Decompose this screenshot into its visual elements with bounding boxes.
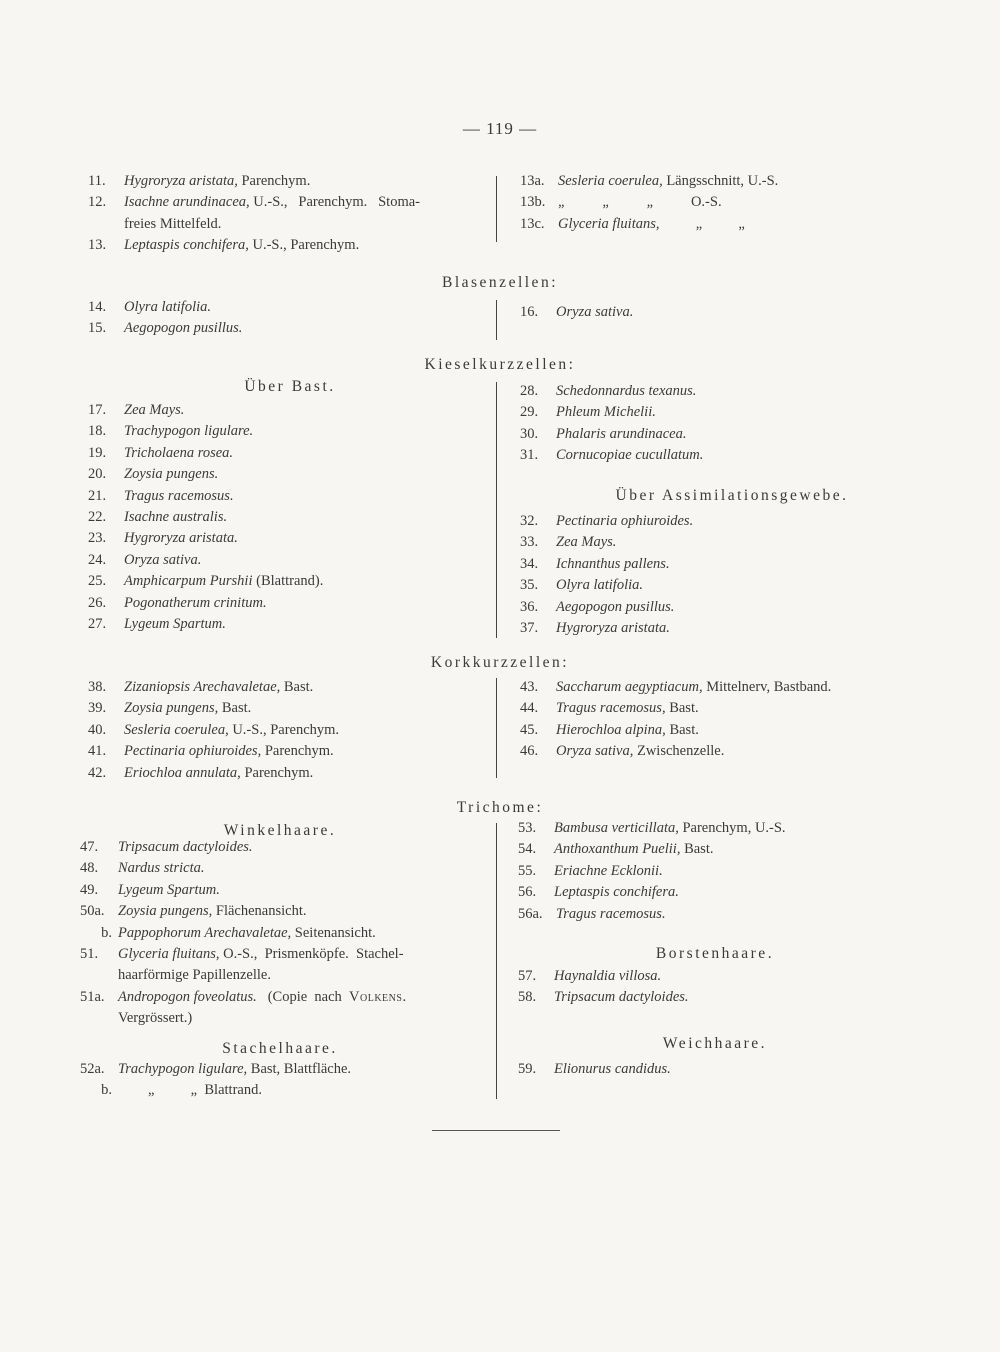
subheading-borstenhaare: Borstenhaare. (655, 945, 775, 962)
species-name: Zoysia pungens. (124, 466, 219, 483)
item-note: Parenchym. (261, 743, 334, 760)
item-number: 25. (88, 573, 107, 590)
item-note: Bast. (218, 700, 252, 717)
kiesel-right-top-list (520, 381, 703, 467)
list-item (518, 904, 786, 925)
species-name: Oryza sativa, (556, 743, 634, 760)
list-item (520, 402, 703, 423)
species-name: Elionurus candidus. (554, 1061, 671, 1077)
item-number: 33. (520, 534, 539, 551)
item-note: Mittelnerv, Bastband. (702, 679, 832, 695)
list-item (520, 381, 703, 402)
species-name: Olyra latifolia. (556, 577, 643, 594)
section-heading-kieselkurzzellen: Kieselkurzzellen: (424, 356, 576, 373)
species-name: Tragus racemosus, (556, 700, 666, 717)
item-number: 17. (88, 402, 107, 418)
list-item (520, 720, 831, 741)
trichome-right-list-2 (518, 966, 689, 1009)
list-item (88, 171, 420, 192)
list-item (520, 677, 831, 698)
list-item (88, 571, 323, 592)
item-number: 43. (520, 679, 539, 695)
column-divider (496, 678, 497, 778)
trichome-right-list-1 (518, 818, 786, 925)
item-note: Blattrand. (197, 1082, 262, 1099)
list-item (520, 554, 693, 575)
species-name: Zizaniopsis Arechavaletae, (124, 679, 281, 695)
item-number: 13a. (520, 173, 545, 189)
closing-rule (432, 1130, 560, 1131)
species-name: Hygroryza aristata, (124, 173, 238, 189)
item-note: U.-S., Parenchym. Stoma- (249, 194, 420, 211)
species-name: Phalaris arundinacea. (556, 425, 687, 442)
list-item (88, 486, 323, 507)
item-note: Parenchym. (237, 173, 311, 189)
species-name: Ichnanthus pallens. (556, 555, 670, 572)
list-item (88, 614, 323, 635)
species-name: Oryza sativa. (124, 551, 202, 568)
species-name: Phleum Michelii. (556, 404, 656, 421)
list-item (88, 235, 420, 256)
species-name: „ „ „ (558, 194, 655, 211)
species-name: Andropogon foveolatus. (118, 988, 257, 1005)
subheading-winkelhaare: Winkelhaare. (223, 822, 337, 839)
item-number: 56. (518, 884, 537, 901)
item-number: 48. (80, 860, 99, 877)
item-number (80, 965, 118, 986)
item-note: Parenchym, U.-S. (678, 820, 786, 836)
item-note: Zwischenzelle. (633, 743, 725, 760)
item-number: b. (101, 1082, 112, 1099)
list-item (520, 445, 703, 466)
item-number: 47. (80, 839, 99, 855)
blasenzellen-left-list (88, 297, 242, 340)
item-number: 26. (88, 594, 107, 611)
item-number: 53. (518, 820, 537, 836)
ditto-marks: „ „ (148, 1082, 198, 1099)
species-name: Leptaspis conchifera, (124, 237, 249, 254)
item-number: 41. (88, 743, 107, 760)
item-number: 46. (520, 743, 539, 760)
item-number: 21. (88, 487, 107, 504)
item-note: Bast. (280, 679, 314, 695)
list-item (518, 839, 786, 860)
item-number: 19. (88, 444, 107, 461)
item-note: U.-S., Parenchym. (228, 721, 340, 738)
kiesel-left-list (88, 400, 323, 635)
list-item (88, 593, 323, 614)
item-number: 59. (518, 1061, 537, 1077)
item-note: „ „ (659, 215, 745, 232)
subheading-assimilationsgewebe: Über Assimilationsgewebe. (615, 487, 849, 504)
list-item (88, 550, 323, 571)
list-item (88, 763, 339, 784)
item-number: 13b. (520, 194, 546, 211)
item-note: U.-S., Parenchym. (248, 237, 360, 254)
species-name: Cornucopiae cucullatum. (556, 447, 704, 464)
item-note: Bast. (665, 700, 699, 717)
list-item (520, 302, 633, 323)
species-name: Tripsacum dactyloides. (554, 989, 689, 1006)
species-name: Tricholaena rosea. (124, 444, 234, 461)
list-item (88, 741, 339, 762)
list-item (518, 966, 689, 987)
item-number: 35. (520, 577, 539, 594)
item-note: (Copie nach (256, 988, 350, 1005)
list-item (520, 741, 831, 762)
item-number: 22. (88, 509, 107, 526)
species-name: Aegopogon pusillus. (124, 320, 243, 337)
item-number: 30. (520, 425, 539, 442)
species-name: Lygeum Spartum. (124, 616, 226, 633)
species-name: Trachypogon ligulare. (124, 423, 254, 440)
list-item (518, 882, 786, 903)
item-number: 45. (520, 721, 539, 738)
item-number: 49. (80, 881, 99, 898)
item-number: 12. (88, 194, 107, 211)
species-name: Eriachne Ecklonii. (554, 862, 663, 879)
subheading-weichhaare: Weichhaare. (662, 1035, 768, 1052)
species-name: Nardus stricta. (118, 860, 205, 877)
item-number: 34. (520, 555, 539, 572)
item-note: Bast. (665, 721, 699, 738)
item-number: 24. (88, 551, 107, 568)
item-note: Vergrössert.) (118, 1010, 193, 1027)
list-item (88, 677, 339, 698)
list-item (88, 297, 242, 318)
species-name: Tripsacum dactyloides. (118, 839, 253, 855)
species-name: Glyceria fluitans, (118, 946, 220, 963)
list-item (88, 318, 242, 339)
list-item (518, 1059, 671, 1080)
species-name: Zea Mays. (556, 534, 617, 551)
species-name: Bambusa verticillata, (554, 820, 679, 836)
species-name: Sesleria coerulea, (558, 173, 663, 189)
item-number: 38. (88, 679, 107, 695)
item-number: 13c. (520, 215, 545, 232)
section-heading-korkkurzzellen: Korkkurzzellen: (430, 654, 570, 671)
list-item (88, 421, 323, 442)
list-item (520, 532, 693, 553)
species-name: Trachypogon ligulare, (118, 1061, 248, 1077)
item-note: haarförmige Papillenzelle. (118, 967, 271, 984)
item-number: 57. (518, 968, 537, 984)
list-item (520, 618, 693, 639)
species-name: Hygroryza aristata. (124, 530, 238, 547)
column-divider (496, 176, 497, 242)
list-item (88, 507, 323, 528)
subheading-stachelhaare: Stachelhaare. (222, 1040, 338, 1057)
species-name: Isachne arundinacea, (124, 194, 250, 211)
species-name: Schedonnardus texanus. (556, 383, 697, 399)
species-name: Pectinaria ophiuroides. (556, 513, 694, 529)
list-item (88, 443, 323, 464)
species-name: Pogonatherum crinitum. (124, 594, 267, 611)
list-item (520, 171, 778, 192)
species-name: Hygroryza aristata. (556, 620, 670, 637)
item-number: 44. (520, 700, 539, 717)
species-name: Anthoxanthum Puelii, (554, 841, 681, 858)
item-note: Seitenansicht. (291, 924, 376, 941)
column-divider (496, 382, 497, 638)
list-item (88, 192, 420, 213)
item-number: 51a. (80, 988, 105, 1005)
item-number: 18. (88, 423, 107, 440)
item-number: 51. (80, 946, 99, 963)
item-number: 39. (88, 700, 107, 717)
list-item (88, 698, 339, 719)
species-name: Pappophorum Arechavaletae, (118, 924, 292, 941)
item-number: 16. (520, 304, 539, 320)
item-number: 27. (88, 616, 107, 633)
item-number: 54. (518, 841, 537, 858)
subheading-ueber-bast: Über Bast. (244, 378, 336, 395)
list-item (520, 424, 703, 445)
list-item (88, 214, 420, 235)
item-note: O.-S., Prismenköpfe. Stachel- (219, 946, 404, 963)
species-name: Olyra latifolia. (124, 299, 211, 315)
species-name: Tragus racemosus. (556, 905, 666, 922)
item-number: 42. (88, 764, 107, 781)
item-number: 50a. (80, 903, 105, 920)
column-divider (496, 823, 497, 1099)
trichome-left-list-1 (80, 837, 460, 1030)
item-note: freies Mittelfeld. (124, 215, 222, 232)
item-number: 20. (88, 466, 107, 483)
list-item (88, 720, 339, 741)
species-name: Lygeum Spartum. (118, 881, 220, 898)
kork-right-list (520, 677, 831, 763)
species-name: Saccharum aegyptiacum, (556, 679, 703, 695)
list-item (520, 192, 778, 213)
species-name: Eriochloa annulata, (124, 764, 241, 781)
item-note: Parenchym. (240, 764, 314, 781)
item-number (88, 214, 124, 235)
item-note: Flächenansicht. (212, 903, 307, 920)
item-number: 15. (88, 320, 107, 337)
species-name: Haynaldia villosa. (554, 968, 662, 984)
item-number: 40. (88, 721, 107, 738)
item-number: 14. (88, 299, 107, 315)
list-item (88, 464, 323, 485)
item-number: b. (101, 924, 112, 941)
item-number: 23. (88, 530, 107, 547)
list-item (518, 861, 786, 882)
list-item (518, 987, 689, 1008)
list-item (88, 528, 323, 549)
item-number: 13. (88, 237, 107, 254)
author-name: Volkens. (349, 988, 407, 1005)
item-number: 11. (88, 173, 106, 189)
list-item (520, 698, 831, 719)
species-name: Zoysia pungens, (118, 903, 213, 920)
species-name: Amphicarpum Purshii (124, 573, 253, 590)
item-number: 29. (520, 404, 539, 421)
species-name: Zoysia pungens, (124, 700, 219, 717)
species-name: Tragus racemosus. (124, 487, 234, 504)
list-item (520, 575, 693, 596)
item-number: 55. (518, 862, 537, 879)
species-name: Glyceria fluitans, (558, 215, 660, 232)
list-item (520, 214, 778, 235)
item-number (80, 1008, 118, 1029)
trichome-left-list-2 (80, 1059, 460, 1102)
species-name: Aegopogon pusillus. (556, 598, 675, 615)
page-number: — 119 — (462, 119, 538, 138)
kiesel-right-bottom-list (520, 511, 693, 639)
block1-left-list (88, 171, 420, 257)
species-name: Sesleria coerulea, (124, 721, 229, 738)
trichome-right-list-3 (518, 1059, 671, 1080)
kork-left-list (88, 677, 339, 784)
blasenzellen-right-list (520, 302, 633, 323)
list-item (520, 597, 693, 618)
list-item (518, 818, 786, 839)
item-note: (Blattrand). (252, 573, 324, 590)
item-note: Längsschnitt, U.-S. (662, 173, 779, 189)
species-name: Leptaspis conchifera. (554, 884, 679, 901)
section-heading-blasenzellen: Blasenzellen: (442, 274, 558, 291)
species-name: Zea Mays. (124, 402, 185, 418)
item-number: 28. (520, 383, 539, 399)
block1-right-list (520, 171, 778, 235)
item-number: 56a. (518, 905, 543, 922)
species-name: Hierochloa alpina, (556, 721, 666, 738)
item-number: 36. (520, 598, 539, 615)
species-name: Pectinaria ophiuroides, (124, 743, 262, 760)
item-number: 37. (520, 620, 539, 637)
section-heading-trichome: Trichome: (456, 799, 544, 816)
item-note: Bast, Blattfläche. (247, 1061, 352, 1077)
item-number: 58. (518, 989, 537, 1006)
item-note: O.-S. (654, 194, 722, 211)
item-number: 32. (520, 513, 539, 529)
list-item (520, 511, 693, 532)
list-item (88, 400, 323, 421)
column-divider (496, 300, 497, 340)
species-name: Oryza sativa. (556, 304, 634, 320)
item-number: 31. (520, 447, 539, 464)
item-number: 52a. (80, 1061, 105, 1077)
item-note: Bast. (680, 841, 714, 858)
species-name: Isachne australis. (124, 509, 228, 526)
